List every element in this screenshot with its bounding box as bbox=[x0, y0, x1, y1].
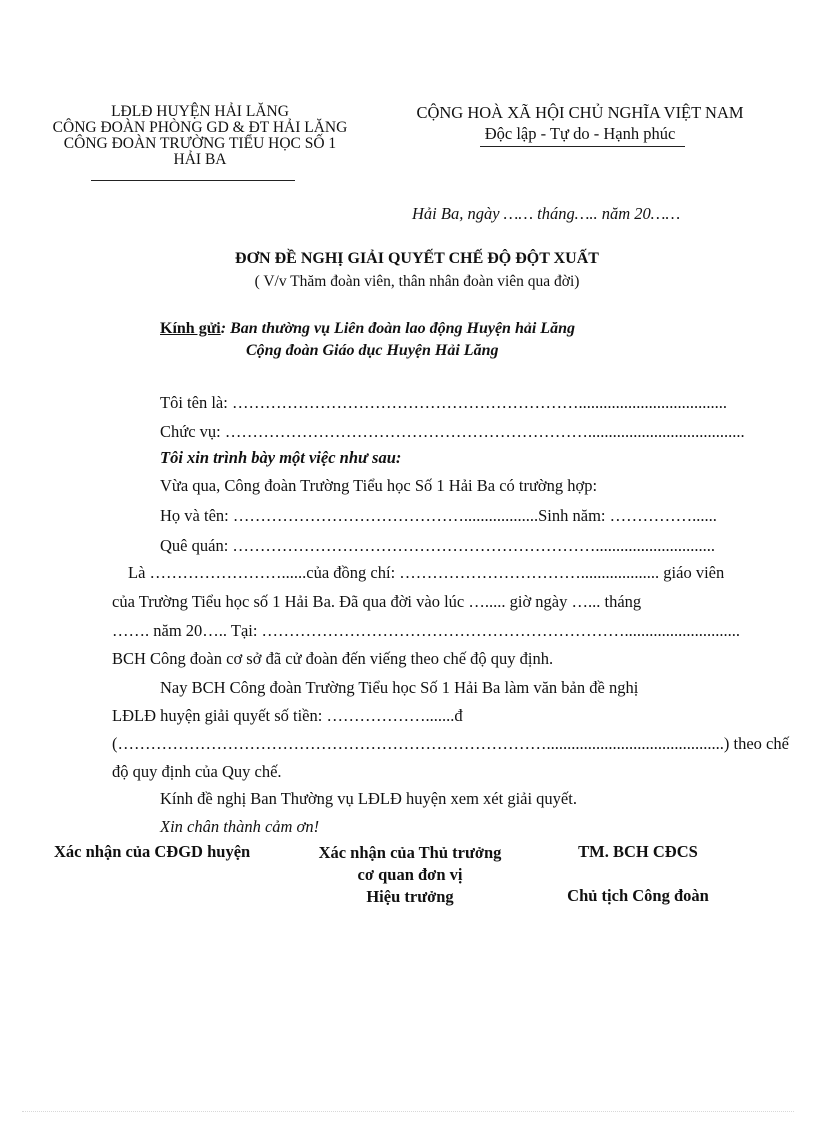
signature-principal-line-3: Hiệu trưởng bbox=[366, 887, 454, 906]
fullname-field-line: Họ và tên: ……………………………………..................Sinh năm: ……………...... bbox=[160, 506, 717, 525]
date-place-line: ……. năm 20….. Tại: …………………………………………………………............................ bbox=[112, 621, 741, 640]
signature-principal-block bbox=[300, 842, 520, 908]
document-title: ĐƠN ĐỀ NGHỊ GIẢI QUYẾT CHẾ ĐỘ ĐỘT XUẤT bbox=[235, 250, 599, 267]
recipient-block bbox=[160, 320, 575, 338]
name-field-line: Tôi tên là: ……………………………………………………….................................... bbox=[160, 393, 727, 412]
hometown-field-line: Quê quán: …………………………………………………………............................. bbox=[160, 536, 716, 555]
signature-union-dept: Xác nhận của CĐGD huyện bbox=[54, 842, 251, 861]
national-motto-line-1: CỘNG HOÀ XÃ HỘI CHỦ NGHĨA VIỆT NAM bbox=[416, 103, 744, 122]
page-footer-divider bbox=[22, 1111, 794, 1112]
org-line-4: HẢI BA bbox=[173, 151, 227, 168]
date-line: Hải Ba, ngày …… tháng….. năm 20…… bbox=[412, 204, 681, 223]
org-line-1: LĐLĐ HUYỆN HẢI LĂNG bbox=[111, 103, 289, 120]
recipient-line-1: Ban thường vụ Liên đoàn lao động Huyện hải Lăng bbox=[230, 320, 575, 337]
document-subtitle: ( V/v Thăm đoàn viên, thân nhân đoàn viên qua đời) bbox=[254, 273, 580, 290]
request-line-2: LĐLĐ huyện giải quyết số tiền: ……………….......đ bbox=[112, 706, 463, 725]
recipient-line-2: Cộng đoàn Giáo dục Huyện Hải Lăng bbox=[246, 342, 499, 359]
signature-principal-line-2: cơ quan đơn vị bbox=[357, 865, 463, 884]
header-org-block bbox=[40, 104, 360, 168]
org-line-3: CÔNG ĐOÀN TRƯỜNG TIỂU HỌC SỐ 1 bbox=[63, 135, 337, 152]
relation-field-line: Là ……………………......của đồng chí: ……………………………................... giáo viên bbox=[128, 563, 725, 582]
paragraph-1: Vừa qua, Công đoàn Trường Tiểu học Số 1 Hải Ba có trường hợp: bbox=[160, 476, 598, 495]
request-line-3: độ quy định của Quy chế. bbox=[112, 762, 282, 781]
national-motto-line-2: Độc lập - Tự do - Hạnh phúc bbox=[484, 124, 676, 143]
recipient-label: Kính gửi bbox=[160, 320, 221, 337]
national-header-underline bbox=[480, 146, 685, 147]
request-line-1: Nay BCH Công đoàn Trường Tiểu học Số 1 Hải Ba làm văn bản đề nghị bbox=[160, 678, 639, 697]
position-field-line: Chức vụ: …………………………………………………………...................................... bbox=[160, 422, 745, 441]
org-line-2: CÔNG ĐOÀN PHÒNG GD & ĐT HẢI LĂNG bbox=[52, 119, 348, 136]
header-org-underline bbox=[91, 180, 295, 181]
closing-line: Kính đề nghị Ban Thường vụ LĐLĐ huyện xem xét giải quyết. bbox=[160, 789, 577, 808]
signature-principal-line-1: Xác nhận của Thủ trưởng bbox=[318, 843, 502, 862]
thanks-line: Xin chân thành cảm ơn! bbox=[160, 817, 320, 836]
recipient-colon: : bbox=[220, 320, 227, 337]
amount-words-line: (……………………………………………………………………...........................................) theo chế bbox=[112, 734, 789, 753]
signature-chairman-line-1: TM. BCH CĐCS bbox=[578, 842, 698, 861]
national-header bbox=[388, 104, 772, 146]
signature-chairman-line-2: Chủ tịch Công đoàn bbox=[567, 886, 709, 905]
visit-line: BCH Công đoàn cơ sở đã cử đoàn đến viếng theo chế độ quy định. bbox=[112, 649, 554, 668]
school-line: của Trường Tiểu học số 1 Hải Ba. Đã qua đời vào lúc …..... giờ ngày …... tháng bbox=[112, 592, 642, 611]
intro-line: Tôi xin trình bày một việc như sau: bbox=[160, 448, 402, 467]
